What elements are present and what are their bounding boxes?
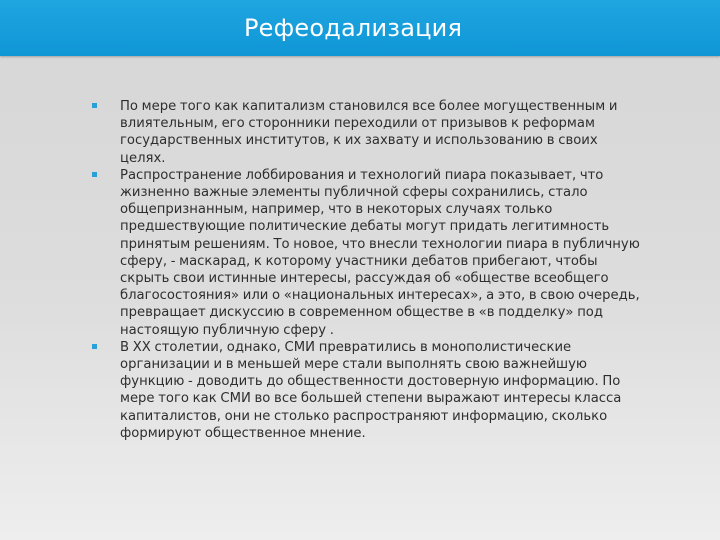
bullet-item (92, 339, 644, 442)
bullet-text: В XX столетии, однако, СМИ превратились в монополистические организации и в меньшей мере стали выполнять свою важнейшую функцию - доводить до общественности достоверную информацию. По мере того как СМИ во все большей степени выражают интересы класса капиталистов, они не столько распространяют информацию, сколько формируют общественное мнение. (120, 339, 622, 441)
slide-content (92, 98, 644, 442)
title-bar (0, 0, 720, 56)
slide-title: Рефеодализация (244, 14, 463, 42)
square-bullet-icon (92, 172, 97, 177)
square-bullet-icon (92, 344, 97, 349)
square-bullet-icon (92, 103, 97, 108)
bullet-item (92, 167, 644, 339)
bullet-item (92, 98, 644, 167)
bullet-text: Распространение лоббирования и технологий пиара показывает, что жизненно важные элементы публичной сферы сохранились, стало общепризнанным, например, что в некоторых случаях только предшествующие политические дебаты могут придать легитимность принятым решениям. То новое, что внесли технологии пиара в публичную сферу, - маскарад, к которому участники дебатов прибегают, чтобы скрыть свои истинные интересы, рассуждая об «обществе всеобщего благосостояния» или о «национальных интересах», а это, в свою очередь, превращает дискуссию в современном обществе в «в подделку» под настоящую публичную сферу . (120, 167, 640, 338)
bullet-text: По мере того как капитализм становился все более могущественным и влиятельным, его сторонники переходили от призывов к реформам государственных институтов, к их захвату и использованию в своих целях. (120, 99, 618, 166)
